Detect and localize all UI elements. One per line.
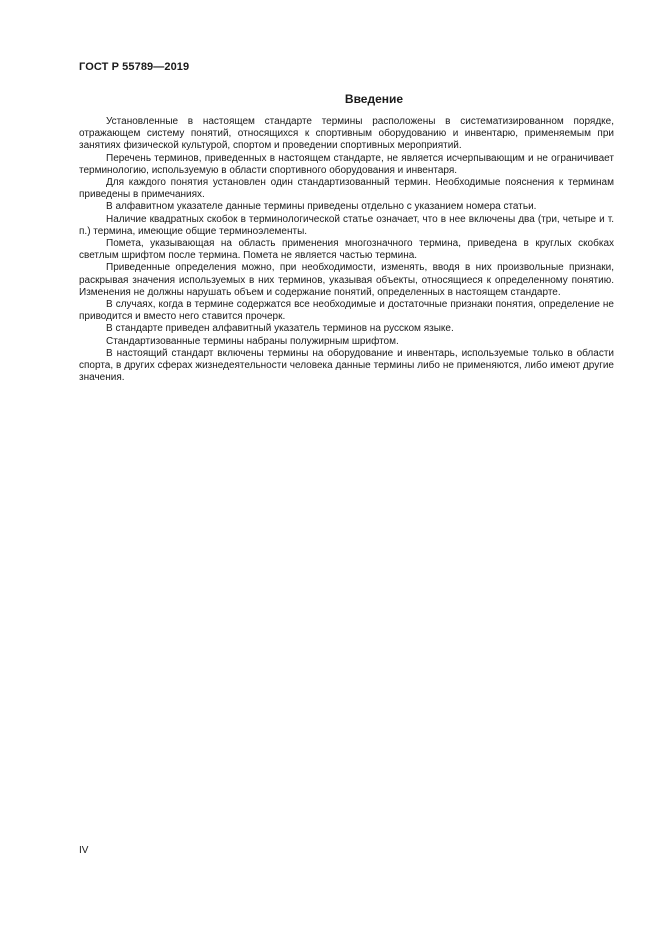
paragraph: В алфавитном указателе данные термины приведены отдельно с указанием номера статьи.: [106, 201, 537, 213]
paragraph: Стандартизованные термины набраны полужирным шрифтом.: [106, 335, 399, 347]
introduction-body: [79, 116, 614, 384]
page-number: IV: [79, 845, 89, 856]
paragraph: Приведенные определения можно, при необходимости, изменять, вводя в них произвольные признаки, раскрывая значения используемых в них терминов, указывая объекты, относящиеся к определенному понятию. Изменения не должны нарушать объем и содержание понятий, определенных в настоящем стандарте.: [79, 262, 614, 298]
paragraph: Помета, указывающая на область применения многозначного термина, приведена в круглых скобках светлым шрифтом после термина. Помета не является частью термина.: [79, 238, 614, 262]
paragraph: Установленные в настоящем стандарте термины расположены в систематизированном порядке, отражающем систему понятий, относящихся к спортивным оборудованию и инвентарю, применяемым при занятиях физической культурой, спортом и проведении спортивных мероприятий.: [79, 116, 614, 152]
paragraph: Перечень терминов, приведенных в настоящем стандарте, не является исчерпывающим и не ограничивает терминологию, используемую в области спортивного оборудования и инвентаря.: [79, 152, 614, 176]
paragraph: В стандарте приведен алфавитный указатель терминов на русском языке.: [106, 323, 454, 335]
paragraph: В настоящий стандарт включены термины на оборудование и инвентарь, используемые только в области спорта, в других сферах жизнедеятельности человека данные термины либо не применяются, либо имеют другие значения.: [79, 347, 614, 384]
paragraph: Наличие квадратных скобок в терминологической статье означает, что в нее включены два (три, четыре и т. п.) термина, имеющие общие терминоэлементы.: [79, 213, 614, 237]
standard-code-header: ГОСТ Р 55789—2019: [79, 61, 190, 73]
section-title: Введение: [344, 92, 404, 106]
paragraph: Для каждого понятия установлен один стандартизованный термин. Необходимые пояснения к терминам приведены в примечаниях.: [79, 177, 614, 201]
paragraph: В случаях, когда в термине содержатся все необходимые и достаточные признаки понятия, определение не приводится и вместо него ставится прочерк.: [79, 299, 614, 323]
